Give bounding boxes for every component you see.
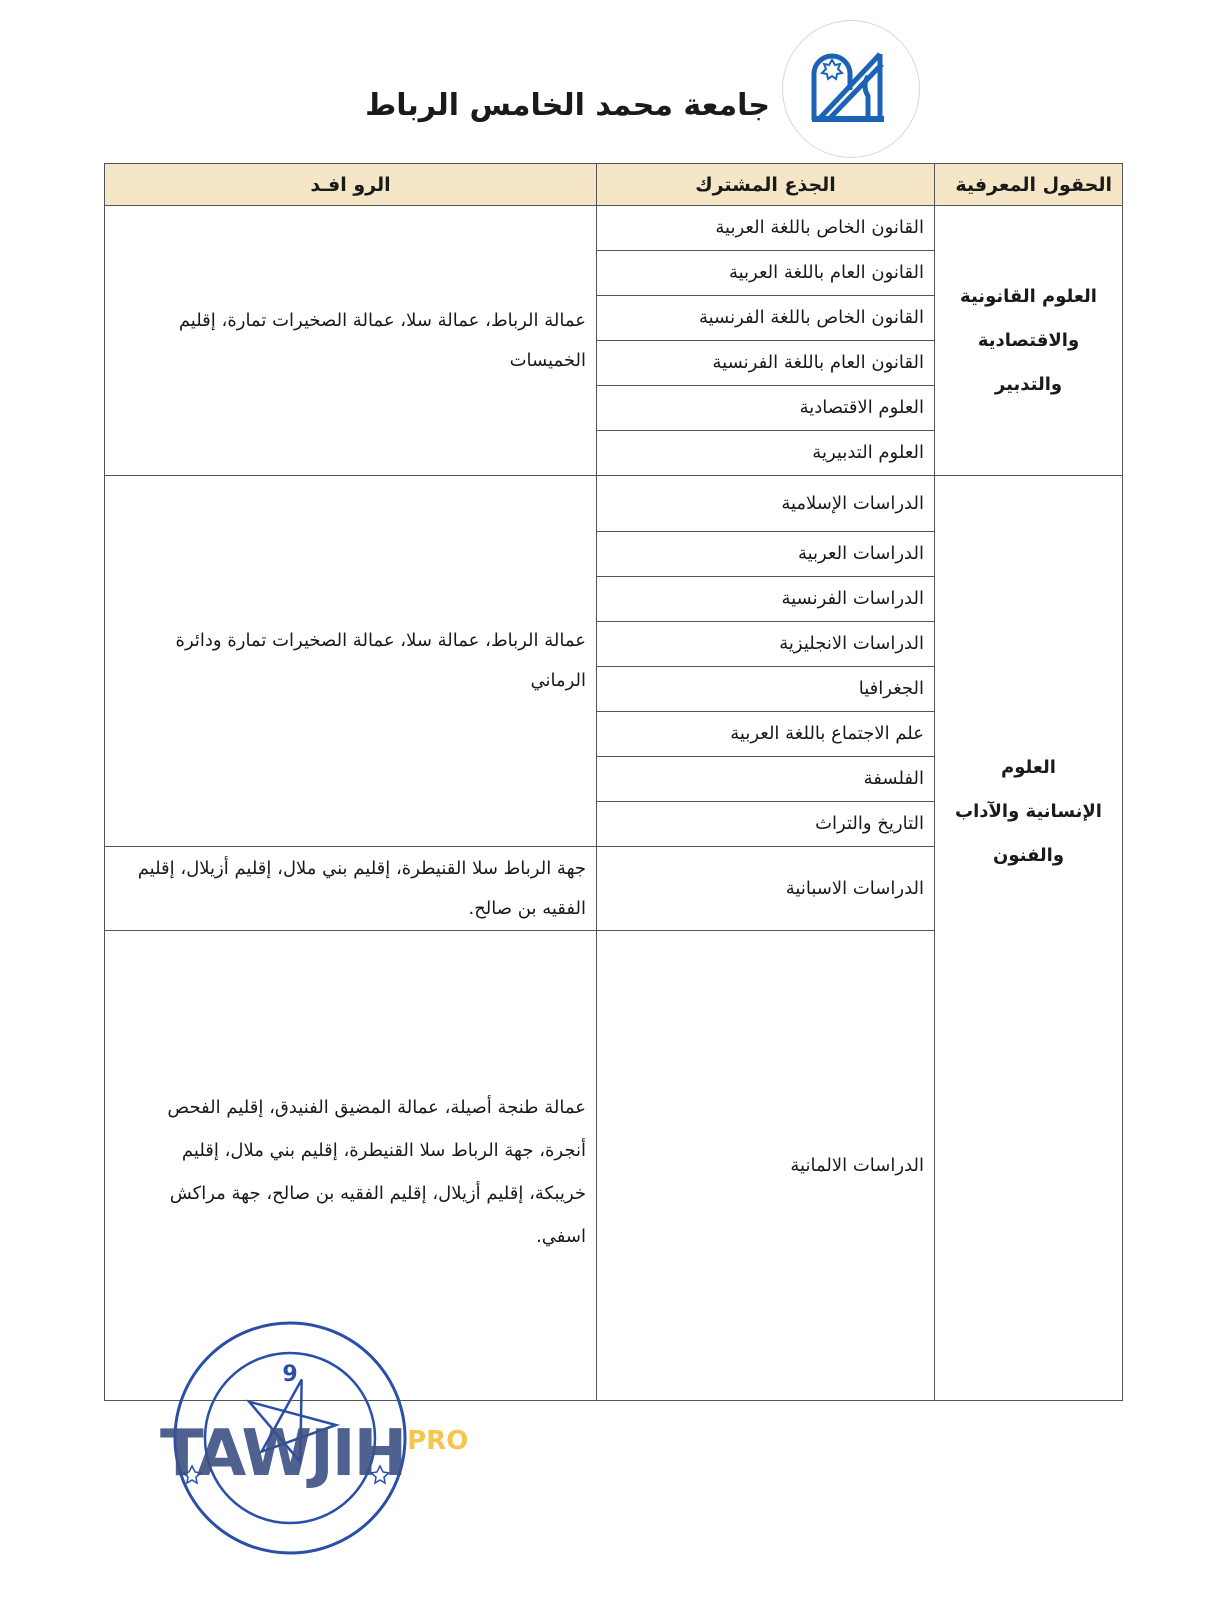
trunk-cell: الفلسفة — [597, 757, 935, 802]
trunk-cell: الجغرافيا — [597, 667, 935, 712]
header-field: الحقول المعرفية — [935, 164, 1123, 206]
header-sources: الرو افـد — [105, 164, 597, 206]
field-cell-law — [935, 206, 1123, 476]
field-cell-humanities — [935, 476, 1123, 1401]
table-row — [105, 206, 1123, 251]
field-line: والفنون — [992, 845, 1065, 866]
university-name: جامعة محمد الخامس الرباط — [365, 88, 770, 123]
trunk-cell: الدراسات الفرنسية — [597, 577, 935, 622]
trunk-cell: الدراسات الاسبانية — [597, 847, 935, 931]
trunk-cell: العلوم التدبيرية — [597, 431, 935, 476]
trunk-cell: التاريخ والتراث — [597, 802, 935, 847]
field-line: الإنسانية والآداب — [955, 801, 1102, 822]
field-line: العلوم القانونية — [960, 285, 1097, 307]
page-number: 9 — [282, 1362, 298, 1387]
trunk-cell: الدراسات الانجليزية — [597, 622, 935, 667]
field-line: والاقتصادية — [977, 329, 1080, 351]
fields-table — [104, 163, 1123, 1401]
trunk-cell: الدراسات الإسلامية — [597, 476, 935, 532]
document-header — [365, 20, 940, 160]
trunk-cell: الدراسات العربية — [597, 532, 935, 577]
trunk-cell: العلوم الاقتصادية — [597, 386, 935, 431]
table-row — [105, 476, 1123, 532]
trunk-cell: الدراسات الالمانية — [597, 931, 935, 1401]
sources-cell: عمالة الرباط، عمالة سلا، عمالة الصخيرات تمارة ودائرة الرماني — [105, 476, 597, 847]
trunk-cell: علم الاجتماع باللغة العربية — [597, 712, 935, 757]
trunk-cell: القانون العام باللغة الفرنسية — [597, 341, 935, 386]
header-trunk: الجذع المشترك — [597, 164, 935, 206]
field-line: والتدبير — [994, 373, 1063, 395]
sources-cell: عمالة الرباط، عمالة سلا، عمالة الصخيرات تمارة، إقليم الخميسات — [105, 206, 597, 476]
trunk-cell: القانون الخاص باللغة العربية — [597, 206, 935, 251]
watermark-suffix: PRO — [407, 1426, 469, 1456]
trunk-cell: القانون الخاص باللغة الفرنسية — [597, 296, 935, 341]
sources-cell: جهة الرباط سلا القنيطرة، إقليم بني ملال، إقليم أزيلال، إقليم الفقيه بن صالح. — [105, 847, 597, 931]
watermark-main: TAWJIH — [160, 1417, 406, 1491]
field-line: العلوم — [1001, 757, 1056, 778]
table-header-row — [105, 164, 1123, 206]
university-logo-icon — [808, 46, 888, 124]
sources-cell: عمالة طنجة أصيلة، عمالة المضيق الفنيدق، إقليم الفحص أنجرة، جهة الرباط سلا القنيطرة، إقليم بني ملال، إقليم خريبكة، إقليم أزيلال، إقليم الفقيه بن صالح، جهة مراكش اسفي. — [105, 931, 597, 1401]
tawjih-pro-watermark — [160, 1417, 469, 1491]
trunk-cell: القانون العام باللغة العربية — [597, 251, 935, 296]
